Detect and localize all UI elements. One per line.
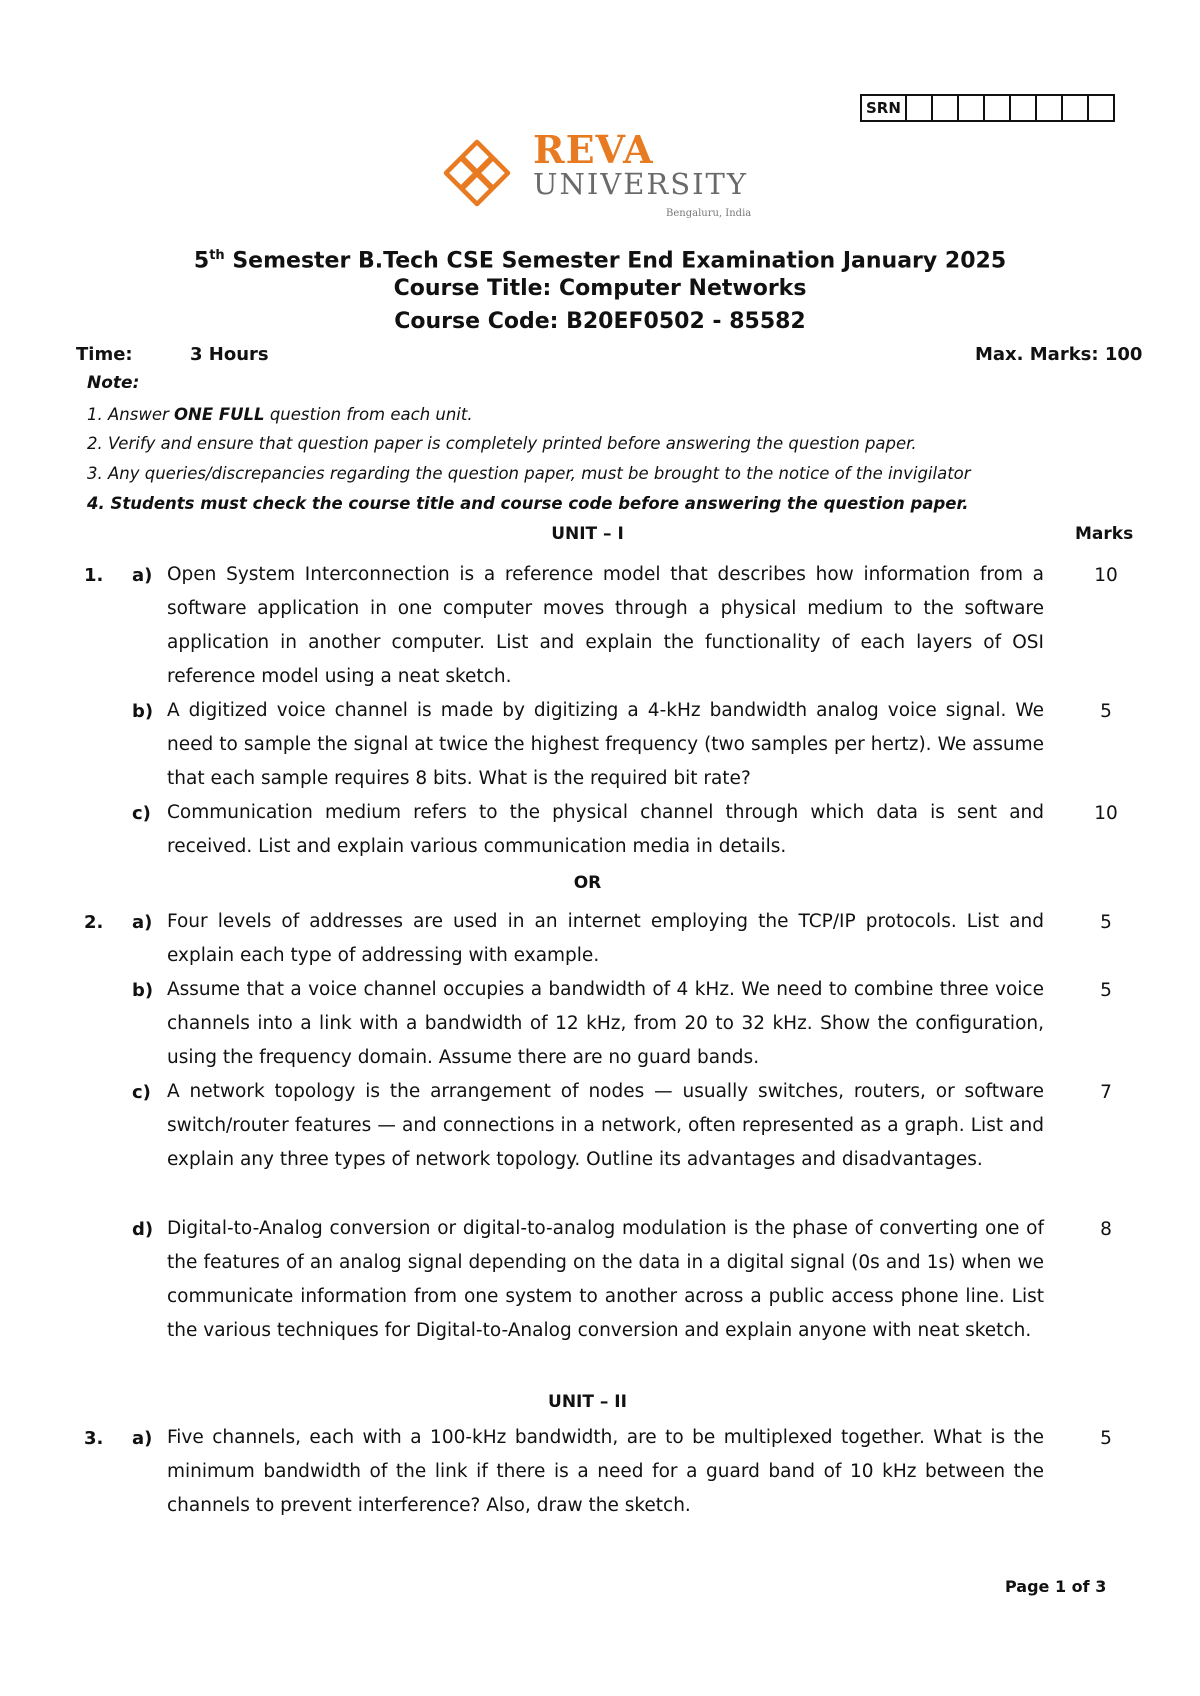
unit-1-heading: UNIT – I	[551, 524, 624, 544]
subquestion-label: a)	[132, 565, 153, 586]
srn-cell	[933, 96, 959, 120]
question-text: A digitized voice channel is made by digitizing a 4-kHz bandwidth analog voice signal. We need to sample the signal at twice the highest frequency (two samples per hertz). We assume that each sample requires 8 bits. What is the required bit rate?	[167, 700, 1044, 789]
course-code: Course Code: B20EF0502 - 85582	[394, 309, 806, 334]
knot-emblem-icon	[440, 136, 514, 210]
note-1-emphasis: ONE FULL	[174, 405, 265, 424]
university-logo	[440, 127, 780, 225]
question-marks: 7	[1100, 1082, 1112, 1103]
time-label: Time:	[76, 344, 133, 365]
subquestion-label: a)	[132, 912, 153, 933]
exam-title	[0, 241, 1200, 276]
question-marks: 10	[1094, 565, 1118, 586]
srn-cell	[1063, 96, 1089, 120]
subquestion-label: a)	[132, 1428, 153, 1449]
question-number: 3.	[84, 1428, 104, 1449]
logo-location: Bengaluru, India	[666, 208, 752, 219]
exam-title-text: Semester B.Tech CSE Semester End Examination January 2025	[224, 248, 1007, 274]
question-marks: 10	[1094, 803, 1118, 824]
question-marks: 5	[1100, 701, 1112, 722]
semester-suffix: th	[209, 248, 225, 263]
note-2: 2. Verify and ensure that question paper is completely printed before answering the question paper.	[87, 434, 917, 453]
question-marks: 8	[1100, 1219, 1112, 1240]
or-divider: OR	[573, 873, 602, 893]
srn-cell	[1089, 96, 1113, 120]
time-value: 3 Hours	[190, 344, 269, 365]
subquestion-label: c)	[132, 1082, 151, 1103]
srn-cell	[1037, 96, 1063, 120]
question-text: Open System Interconnection is a reference model that describes how information from a software application in one computer moves through a physical medium to the software application in another computer. List and explain the functionality of each layers of OSI reference model using a neat sketch.	[167, 564, 1044, 687]
note-4: 4. Students must check the course title and course code before answering the question paper.	[87, 494, 969, 513]
logo-subtitle: UNIVERSITY	[533, 167, 749, 201]
marks-column-header: Marks	[1075, 524, 1134, 544]
max-marks: Max. Marks: 100	[975, 344, 1143, 365]
unit-2-heading: UNIT – II	[548, 1392, 627, 1412]
subquestion-label: b)	[132, 980, 154, 1001]
logo-wordmark: REVA	[533, 127, 654, 172]
srn-label: SRN	[862, 96, 907, 120]
note-1-suffix: question from each unit.	[264, 405, 473, 424]
question-marks: 5	[1100, 980, 1112, 1001]
srn-cell	[985, 96, 1011, 120]
srn-cell	[1011, 96, 1037, 120]
page-number: Page 1 of 3	[1005, 1577, 1107, 1596]
question-number: 1.	[84, 565, 104, 586]
question-text: Digital-to-Analog conversion or digital-to-analog modulation is the phase of converting one of the features of an analog signal depending on the data in a digital signal (0s and 1s) when we communicate information from one system to another across a public access phone line. List the various techniques for Digital-to-Analog conversion and explain anyone with neat sketch.	[167, 1218, 1044, 1341]
srn-cell	[959, 96, 985, 120]
note-title: Note:	[87, 373, 140, 393]
subquestion-label: d)	[132, 1219, 154, 1240]
semester-number: 5	[193, 248, 210, 274]
note-1-prefix: 1. Answer	[87, 405, 175, 424]
question-number: 2.	[84, 912, 104, 933]
question-text: Five channels, each with a 100-kHz bandwidth, are to be multiplexed together. What is the minimum bandwidth of the link if there is a need for a guard band of 10 kHz between the channels to prevent interference? Also, draw the sketch.	[167, 1427, 1044, 1516]
note-1	[87, 405, 473, 424]
subquestion-label: c)	[132, 803, 151, 824]
srn-box	[860, 94, 1115, 122]
note-3: 3. Any queries/discrepancies regarding the question paper, must be brought to the notice of the invigilator	[87, 464, 971, 483]
question-text: Four levels of addresses are used in an internet employing the TCP/IP protocols. List and explain each type of addressing with example.	[167, 911, 1044, 966]
question-text: Communication medium refers to the physical channel through which data is sent and received. List and explain various communication media in details.	[167, 802, 1044, 857]
subquestion-label: b)	[132, 701, 154, 722]
question-text: A network topology is the arrangement of nodes — usually switches, routers, or software switch/router features — and connections in a network, often represented as a graph. List and explain any three types of network topology. Outline its advantages and disadvantages.	[167, 1081, 1044, 1170]
question-marks: 5	[1100, 1428, 1112, 1449]
srn-cell	[907, 96, 933, 120]
question-marks: 5	[1100, 912, 1112, 933]
question-text: Assume that a voice channel occupies a bandwidth of 4 kHz. We need to combine three voice channels into a link with a bandwidth of 12 kHz, from 20 to 32 kHz. Show the configuration, using the frequency domain. Assume there are no guard bands.	[167, 979, 1044, 1068]
course-title: Course Title: Computer Networks	[393, 276, 807, 301]
